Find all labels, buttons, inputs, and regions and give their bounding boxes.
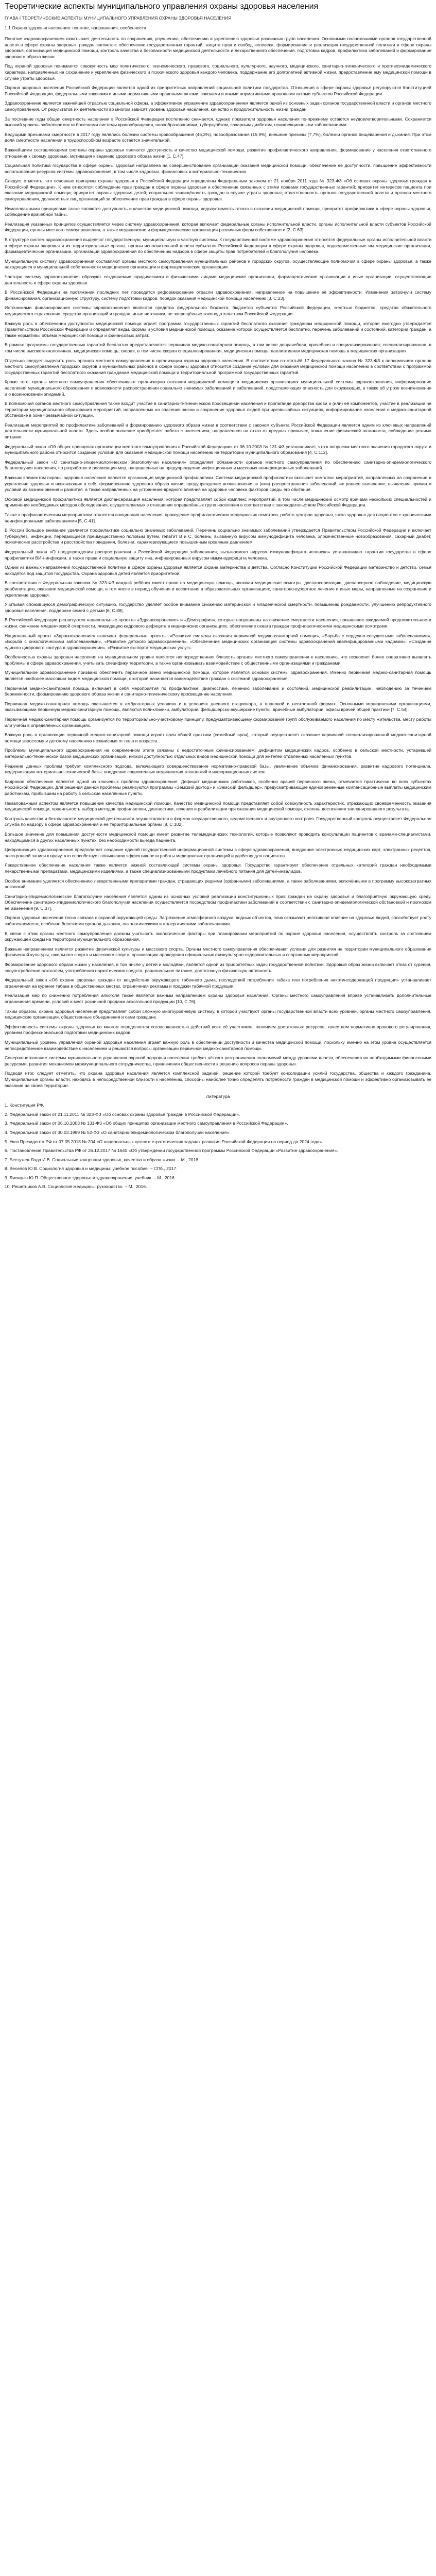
paragraph: Понятие «здравоохранение» охватывает деятельность по сохранению, улучшению, обеспечению и укреплению здоровья различных групп населения. Основными полномочиями органов государственной власти в сфере охраны здоровья граждан являются: обеспечение государственных гарантий, защита прав и свобод человека, формирование и реализация государственной политики в сфере охраны здоровья, организация медицинской помощи, контроль качества и безопасности медицинской деятельности и лекарственного обеспечения, подготовка кадров, профилактика заболеваний и формирование здорового образа жизни. [5, 36, 431, 59]
paragraph: В связи с этим органы местного самоуправления должны учитывать экологические факторы при планировании мероприятий по охране здоровья населения, осуществлять контроль за состоянием окружающей среды на территории муниципального образования. [5, 930, 431, 942]
paragraph: Частную систему здравоохранения образуют создаваемые юридическими и физическими лицами медицинские организации, фармацевтические организации и иные организации, осуществляющие деятельность в сфере охраны здоровья. [5, 274, 431, 285]
paragraph: Следует отметить, что основные принципы охраны здоровья в Российской Федерации определены Федеральным законом от 21 ноября 2011 года № 323-ФЗ «Об основах охраны здоровья граждан в Российской Федерации». К ним относятся: соблюдение прав граждан в сфере охраны здоровья и обеспечение связанных с этими правами государственных гарантий; приоритет интересов пациента при оказании медицинской помощи; приоритет охраны здоровья детей; социальная защищённость граждан в случае утраты здоровья; ответственность органов государственной власти и органов местного самоуправления, должностных лиц организаций за обеспечение прав граждан в сфере охраны здоровья. [5, 178, 431, 202]
body-text [5, 36, 431, 1089]
chapter-heading: ГЛАВА I ТЕОРЕТИЧЕСКИЕ АСПЕКТЫ МУНИЦИПАЛЬНОГО УПРАВЛЕНИЯ ОХРАНЫ ЗДОРОВЬЯ НАСЕЛЕНИЯ [5, 15, 232, 21]
paragraph: Реализация мероприятий по профилактике заболеваний и формированию здорового образа жизни в соответствии с законом субъекта Российской Федерации является одним из ключевых направлений деятельности муниципальной власти. Здесь особое значение приобретает работа с населением, направленная на отказ от вредных привычек, повышение физической активности, соблюдение режима питания. [5, 422, 431, 440]
paragraph: В Российской Федерации на протяжении последних лет проводится реформирование отрасли здравоохранения, направленное на повышение её эффективности. Изменения затронули систему финансирования, организационную структуру, систему подготовки кадров, порядок оказания медицинской помощи населению [3, С.23]. [5, 290, 431, 301]
reference-item: 9. Лисицын Ю.П. Общественное здоровье и здравоохранение: учебник. – М., 2016. [5, 1175, 176, 1180]
paragraph: Федеральный закон «О санитарно-эпидемиологическом благополучии населения» определяет обязанности органов местного самоуправления по обеспечению санитарно-эпидемиологического благополучия населения, по разработке и реализации мер, направленных на предупреждение инфекционных и массовых неинфекционных заболеваний. [5, 459, 431, 471]
document-page [0, 0, 436, 1202]
paragraph: Одним из важных направлений государственной политики в сфере охраны здоровья является охрана материнства и детства. Согласно Конституции Российской Федерации материнство и детство, семья находятся под защитой государства. Охрана здоровья детей является приоритетной. [5, 565, 431, 576]
paragraph: В полномочия органов местного самоуправления также входит участие в санитарно-гигиеническом просвещении населения и пропаганде донорства крови и (или) её компонентов, участие в реализации на территории муниципального образования мероприятий, направленных на спасение жизни и сохранение здоровья людей при чрезвычайных ситуациях, информирование населения о медико-санитарной обстановке в зоне чрезвычайной ситуации. [5, 401, 431, 418]
paragraph: Реализация мер по снижению потребления алкоголя также является важным направлением охраны здоровья населения. Органы местного самоуправления вправе устанавливать дополнительные ограничения времени, условий и мест розничной продажи алкогольной продукции [10, С.76]. [5, 993, 431, 1004]
reference-item: 2. Федеральный закон от 21.11.2011 № 323-ФЗ «Об основах охраны здоровья граждан в Российской Федерации». [5, 1111, 240, 1117]
paragraph: Социальная политика государства в сфере охраны здоровья направлена на совершенствование организации оказания медицинской помощи, обеспечение её доступности, повышение эффективности использования ресурсов системы здравоохранения, в том числе кадровых, финансовых и материально-технических. [5, 163, 431, 174]
paragraph: Кадровое обеспечение является одной из ключевых проблем здравоохранения. Дефицит медицинских работников, особенно врачей первичного звена, отмечается практически во всех субъектах Российской Федерации. Для решения данной проблемы реализуются программы «Земский доктор» и «Земский фельдшер», предусматривающие единовременные компенсационные выплаты медицинским работникам, прибывшим на работу в сельские населённые пункты. [5, 778, 431, 796]
references-heading: Литература [206, 1094, 230, 1099]
paragraph: Важнейшими составляющими системы охраны здоровья являются доступность и качество медицинской помощи, развитие профилактического направления, формирование у населения ответственного отношения к своему здоровью, мотивация к ведению здорового образа жизни [1, С.47]. [5, 147, 431, 159]
paragraph: Немаловажными принципами также являются доступность и качество медицинской помощи, недопустимость отказа в оказании медицинской помощи, приоритет профилактики в сфере охраны здоровья, соблюдение врачебной тайны. [5, 206, 431, 217]
section-heading: 1.1 Охрана здоровья населения: понятие, направления, особенности [5, 25, 146, 30]
paragraph: Контроль качества и безопасности медицинской деятельности осуществляется в формах государственного, ведомственного и внутреннего контроля. Государственный контроль осуществляет Федеральная служба по надзору в сфере здравоохранения и её территориальные органы [8, С.102]. [5, 816, 431, 827]
paragraph: Важным направлением является развитие физической культуры и массового спорта. Органы местного самоуправления обеспечивают условия для развития на территории муниципального образования физической культуры, школьного спорта и массового спорта, организацию проведения официальных физкультурно-оздоровительных и спортивных мероприятий. [5, 946, 431, 958]
paragraph: Эффективность системы охраны здоровья во многом определяется согласованностью действий всех её участников, наличием достаточных ресурсов, качеством нормативно-правового регулирования, уровнем профессиональной подготовки медицинских кадров. [5, 1024, 431, 1036]
paragraph: Федеральный закон «Об охране здоровья граждан от воздействия окружающего табачного дыма, последствий потребления табака или потребления никотинсодержащей продукции» устанавливает ограничения на курение табака в общественных местах, ограничения рекламы и продажи табачной продукции. [5, 977, 431, 989]
paragraph: Лекарственное обеспечение населения также является важной составляющей системы охраны здоровья. Государство гарантирует обеспечение отдельных категорий граждан необходимыми лекарственными препаратами, медицинскими изделиями, а также специализированными продуктами лечебного питания для детей-инвалидов. [5, 862, 431, 874]
paragraph: Учитывая сложившуюся демографическую ситуацию, государство уделяет особое внимание снижению материнской и младенческой смертности, повышению рождаемости, улучшению репродуктивного здоровья населения, поддержке семей с детьми [6, С.88]. [5, 602, 431, 613]
paragraph: Важную роль в обеспечении доступности медицинской помощи играет программа государственных гарантий бесплатного оказания гражданам медицинской помощи, которая ежегодно утверждается Правительством Российской Федерации и определяет виды, формы и условия медицинской помощи, оказание которой осуществляется бесплатно, перечень заболеваний и состояний, категории граждан, а также нормативы объёма медицинской помощи и финансовых затрат. [5, 320, 431, 338]
reference-item: 5. Указ Президента РФ от 07.05.2018 № 204 «О национальных целях и стратегических задачах развития Российской Федерации на период до 2024 года». [5, 1139, 323, 1144]
paragraph: Кроме того, органы местного самоуправления обеспечивают организацию оказания медицинской помощи в медицинских организациях муниципальной системы здравоохранения, информирование населения муниципального образования о возможности распространения социально значимых заболеваний и заболеваний, представляющих опасность для окружающих, а также об угрозе возникновения и о возникновении эпидемий. [5, 379, 431, 397]
paragraph: Муниципальное здравоохранение призвано обеспечить первичное звено медицинской помощи, которое является основой системы здравоохранения. Именно первичная медико-санитарная помощь является наиболее массовым видом медицинской помощи, с которой начинается взаимодействие граждан с системой здравоохранения. [5, 670, 431, 682]
reference-item: 4. Федеральный закон от 30.03.1999 № 52-ФЗ «О санитарно-эпидемиологическом благополучии населения». [5, 1129, 231, 1135]
reference-item: 10. Решетников А.В. Социология медицины: руководство. – М., 2016. [5, 1184, 147, 1190]
paragraph: В структуре систем здравоохранения выделяют государственную, муниципальную и частную системы. К государственной системе здравоохранения относятся федеральные органы исполнительной власти в сфере охраны здоровья и их территориальные органы, органы исполнительной власти субъектов Российской Федерации в сфере охраны здоровья, подведомственные им медицинские организации, фармацевтические организации, организации здравоохранения по обеспечению надзора в сфере защиты прав потребителей и благополучия человека. [5, 237, 431, 255]
reference-item: 6. Постановление Правительства РФ от 26.12.2017 № 1640 «Об утверждении государственной программы Российской Федерации «Развитие здравоохранения». [5, 1148, 338, 1154]
paragraph: В соответствии с Федеральным законом № 323-ФЗ каждый ребёнок имеет право на медицинскую помощь, включая медицинские осмотры, диспансеризацию, диспансерное наблюдение, медицинскую реабилитацию, оказание медицинской помощи, в том числе в период обучения и воспитания в образовательных организациях, санаторно-курортное лечение и иные меры, направленные на сохранение и укрепление здоровья. [5, 580, 431, 598]
paragraph: Особенностью охраны здоровья населения на муниципальном уровне является непосредственная близость органов местного самоуправления к населению, что позволяет более оперативно выявлять проблемы в сфере здравоохранения, учитывать специфику территории, а также организовывать взаимодействие с общественными организациями и гражданами. [5, 654, 431, 666]
references-list [5, 1103, 431, 1190]
paragraph: Охрана здоровья населения Российской Федерации является одной из приоритетных направлений социальной политики государства. Отношения в сфере охраны здоровья регулируются Конституцией Российской Федерации, федеральными законами и иными нормативными правовыми актами, законами и иными нормативными правовыми актами субъектов Российской Федерации. [5, 85, 431, 96]
paragraph: Здравоохранение является важнейшей отраслью социальной сферы, а эффективное управление здравоохранением является одной из основных задач органов государственной власти и органов местного самоуправления. От результатов их деятельности во многом зависят уровень здоровья населения, качество и продолжительность жизни граждан. [5, 100, 431, 112]
paragraph: Подводя итог, следует отметить, что охрана здоровья населения является комплексной задачей, решение которой требует консолидации усилий государства, общества и каждого гражданина. Муниципальные органы власти, находясь в непосредственной близости к населению, способны наиболее точно определять потребности граждан в медицинской помощи и эффективно организовывать её оказание на своей территории. [5, 1071, 431, 1088]
paragraph: Федеральный закон «О предупреждении распространения в Российской Федерации заболевания, вызываемого вирусом иммунодефицита человека» устанавливает гарантии государства в сфере профилактики ВИЧ-инфекции, а также права и социальную защиту лиц, инфицированных вирусом иммунодефицита человека. [5, 549, 431, 561]
paragraph: Важную роль в организации первичной медико-санитарной помощи играет врач общей практики (семейный врач), который осуществляет оказание первичной специализированной медико-санитарной помощи взрослому и детскому населению независимо от пола и возраста. [5, 732, 431, 743]
paragraph: Первичная медико-санитарная помощь организуется по территориально-участковому принципу, предусматривающему формирование групп обслуживаемого населения по месту жительства, месту работы или учёбы в определённых организациях. [5, 717, 431, 728]
paragraph: Муниципальную систему здравоохранения составляют органы местного самоуправления муниципальных районов и городских округов, осуществляющие полномочия в сфере охраны здоровья, а также находящиеся в муниципальной собственности медицинские организации и фармацевтические организации. [5, 258, 431, 270]
paragraph: В Российской Федерации реализуются национальные проекты «Здравоохранение» и «Демография», которые направлены на снижение смертности населения, повышение ожидаемой продолжительности жизни, снижение младенческой смертности, ликвидацию кадрового дефицита в медицинских организациях, обеспечение охвата граждан профилактическими медицинскими осмотрами. [5, 617, 431, 629]
paragraph: Охрана здоровья населения тесно связана с охраной окружающей среды. Загрязнение атмосферного воздуха, водных объектов, почв оказывает негативное влияние на здоровье людей, способствует росту заболеваемости, особенно болезнями органов дыхания, онкологическими и аллергическими заболеваниями. [5, 915, 431, 927]
paragraph: Проблемы муниципального здравоохранения на современном этапе связаны с недостаточным финансированием, дефицитом медицинских кадров, особенно в сельской местности, устаревшей материально-технической базой медицинских организаций, низкой доступностью отдельных видов медицинской помощи для жителей отдалённых населённых пунктов. [5, 748, 431, 759]
paragraph: В рамках программы государственных гарантий бесплатно предоставляются: первичная медико-санитарная помощь, в том числе доврачебная, врачебная и специализированная; специализированная, в том числе высокотехнологичная, медицинская помощь; скорая, в том числе скорая специализированная, медицинская помощь; паллиативная медицинская помощь в медицинских организациях. [5, 342, 431, 353]
paragraph: В России большое внимание уделяется профилактике социально значимых заболеваний. Перечень социально значимых заболеваний утверждается Правительством Российской Федерации и включает туберкулёз, инфекции, передающиеся преимущественно половым путём, гепатит B и C, болезнь, вызванную вирусом иммунодефицита человека, злокачественные новообразования, сахарный диабет, психические расстройства и расстройства поведения, болезни, характеризующиеся повышенным кровяным давлением. [5, 528, 431, 545]
paragraph: Первичная медико-санитарная помощь оказывается в амбулаторных условиях и в условиях дневного стационара, в плановой и неотложной формах. Основными медицинскими организациями, оказывающими первичную медико-санитарную помощь, являются поликлиники, амбулатории, фельдшерско-акушерские пункты, врачебные амбулатории, офисы врачей общей практики [7, С.54]. [5, 701, 431, 713]
reference-item: 1. Конституция РФ. [5, 1103, 44, 1108]
paragraph: Основой медицинской профилактики является диспансеризация населения, которая представляет собой комплекс мероприятий, в том числе медицинский осмотр врачами нескольких специальностей и применение необходимых методов обследования, осуществляемых в отношении определённых групп населения в соответствии с законодательством Российской Федерации. [5, 496, 431, 508]
reference-item: 7. Бестужев-Лада И.В. Социальные концепции здоровья, качества и образа жизни. – М., 2018. [5, 1157, 200, 1162]
paragraph: Реализация указанных принципов осуществляется через систему здравоохранения, которая включает федеральные органы исполнительной власти, органы исполнительной власти субъектов Российской Федерации, органы местного самоуправления, а также медицинские и фармацевтические организации различных форм собственности [2, С.63]. [5, 221, 431, 233]
paragraph: Особое внимание уделяется обеспечению лекарственными препаратами граждан, страдающих редкими (орфанными) заболеваниями, а также заболеваниями, включёнными в программу высокозатратных нозологий. [5, 878, 431, 890]
paragraph: Ведущими причинами смертности в 2017 году являлись болезни системы кровообращения (46,3%), новообразования (15,9%), внешние причины (7,7%), болезни органов пищеварения и дыхания. При этом доля смертности населения в трудоспособном возрасте остаётся значительной. [5, 131, 431, 143]
document-title: Теоретические аспекты муниципального управления охраны здоровья населения [5, 2, 319, 11]
paragraph: Муниципальный уровень управления охраной здоровья населения играет важную роль в обеспечении доступности и качества медицинской помощи, поскольку именно на этом уровне осуществляется непосредственное взаимодействие с населением и решаются вопросы организации первичной медико-санитарной помощи. [5, 1039, 431, 1051]
paragraph: Решение данных проблем требует комплексного подхода, включающего совершенствование нормативно-правовой базы, увеличение объёмов финансирования, развитие кадрового потенциала, модернизацию материально-технической базы, внедрение современных медицинских технологий и информационных систем. [5, 763, 431, 775]
reference-item: 3. Федеральный закон от 06.10.2003 № 131-ФЗ «Об общих принципах организации местного самоуправления в Российской Федерации». [5, 1121, 288, 1126]
paragraph: Цифровизация здравоохранения предполагает создание единой государственной информационной системы в сфере здравоохранения, внедрение электронных медицинских карт, электронных рецептов, электронной записи к врачу, что способствует повышению эффективности работы медицинских организаций и удобству для пациентов. [5, 847, 431, 858]
paragraph: За последние годы общая смертность населения в Российской Федерации постепенно снижается, однако показатели здоровья населения по-прежнему остаются неудовлетворительными. Сохраняется высокий уровень заболеваемости болезнями системы кровообращения, новообразованиями, туберкулёзом, сахарным диабетом, неинфекционными заболеваниями. [5, 116, 431, 128]
paragraph: Формирование здорового образа жизни у населения, в том числе у детей и молодёжи, является одной из приоритетных задач государственной политики. Здоровый образ жизни включает отказ от курения, злоупотребления алкоголем, употребления наркотических средств, рациональное питание, достаточную физическую активность. [5, 962, 431, 973]
paragraph: Совершенствование системы муниципального управления охраной здоровья населения требует чёткого разграничения полномочий между уровнями власти, обеспечения их необходимыми финансовыми ресурсами, развития механизмов межмуниципального сотрудничества, привлечения общественности к решению вопросов охраны здоровья. [5, 1055, 431, 1066]
reference-item: 8. Веселов Ю.В. Социология здоровья и медицины: учебное пособие. – СПб., 2017. [5, 1166, 178, 1172]
paragraph: Федеральный закон «Об общих принципах организации местного самоуправления в Российской Федерации» от 06.10.2003 № 131-ФЗ устанавливает, что к вопросам местного значения городского округа и муниципального района относится создание условий для оказания медицинской помощи населению на территории муниципального образования [4, С.112]. [5, 444, 431, 455]
paragraph: Таким образом, охрана здоровья населения представляет собой сложную многоуровневую систему, в которой участвуют органы государственной власти всех уровней, органы местного самоуправления, медицинские организации, общественные объединения и сами граждане. [5, 1008, 431, 1020]
paragraph: Большое значение для повышения доступности медицинской помощи имеет развитие телемедицинских технологий, которые позволяют проводить консультации пациентов с врачами-специалистами, находящимися в других населённых пунктах, без необходимости выезда пациента. [5, 831, 431, 843]
paragraph: Под охраной здоровья понимается совокупность мер политического, экономического, правового, социального, культурного, научного, медицинского, санитарно-гигиенического и противоэпидемического характера, направленных на сохранение и укрепление физического и психического здоровья каждого человека, поддержание его долголетней активной жизни, предоставление ему медицинской помощи в случае утраты здоровья. [5, 63, 431, 81]
paragraph: Важным элементом охраны здоровья населения является организация медицинской профилактики. Система медицинской профилактики включает комплекс мероприятий, направленных на сохранение и укрепление здоровья и включающих в себя формирование здорового образа жизни, предупреждение возникновения и (или) распространения заболеваний, их раннее выявление, выявление причин и условий их возникновения и развития, а также направленных на устранение вредного влияния на здоровье человека факторов среды его обитания. [5, 475, 431, 493]
paragraph: Отдельно следует выделить роль органов местного самоуправления в организации охраны здоровья населения. В соответствии со статьёй 17 Федерального закона № 323-ФЗ к полномочиям органов местного самоуправления городских округов и муниципальных районов в сфере охраны здоровья относится создание условий для оказания медицинской помощи населению в соответствии с программой государственных гарантий бесплатного оказания гражданам медицинской помощи и территориальной программой государственных гарантий. [5, 358, 431, 375]
paragraph: Также к профилактическим мероприятиям относятся вакцинация населения, проведение профилактических медицинских осмотров, работа центров здоровья, школ здоровья для пациентов с хроническими неинфекционными заболеваниями [5, С.41]. [5, 512, 431, 523]
paragraph: Санитарно-эпидемиологическое благополучие населения является одним из основных условий реализации конституционных прав граждан на охрану здоровья и благоприятную окружающую среду. Обеспечение санитарно-эпидемиологического благополучия населения осуществляется посредством профилактики заболеваний в соответствии с санитарно-эпидемиологической обстановкой и прогнозом её изменения [9, С.37]. [5, 893, 431, 911]
paragraph: Немаловажным аспектом является повышение качества медицинской помощи. Качество медицинской помощи представляет собой совокупность характеристик, отражающих своевременность оказания медицинской помощи, правильность выбора методов профилактики, диагностики, лечения и реабилитации при оказании медицинской помощи, степень достижения запланированного результата. [5, 800, 431, 812]
paragraph: Национальный проект «Здравоохранение» включает федеральные проекты: «Развитие системы оказания первичной медико-санитарной помощи», «Борьба с сердечно-сосудистыми заболеваниями», «Борьба с онкологическими заболеваниями», «Развитие детского здравоохранения», «Обеспечение медицинских организаций системы здравоохранения квалифицированными кадрами», «Создание единого цифрового контура в здравоохранении», «Развитие экспорта медицинских услуг». [5, 633, 431, 650]
paragraph: Первичная медико-санитарная помощь включает в себя мероприятия по профилактике, диагностике, лечению заболеваний и состояний, медицинской реабилитации, наблюдению за течением беременности, формированию здорового образа жизни и санитарно-гигиеническому просвещению населения. [5, 685, 431, 697]
paragraph: Источниками финансирования системы здравоохранения являются средства федерального бюджета, бюджетов субъектов Российской Федерации, местных бюджетов, средства обязательного медицинского страхования, средства организаций и граждан, иные источники, не запрещённые законодательством Российской Федерации. [5, 305, 431, 316]
